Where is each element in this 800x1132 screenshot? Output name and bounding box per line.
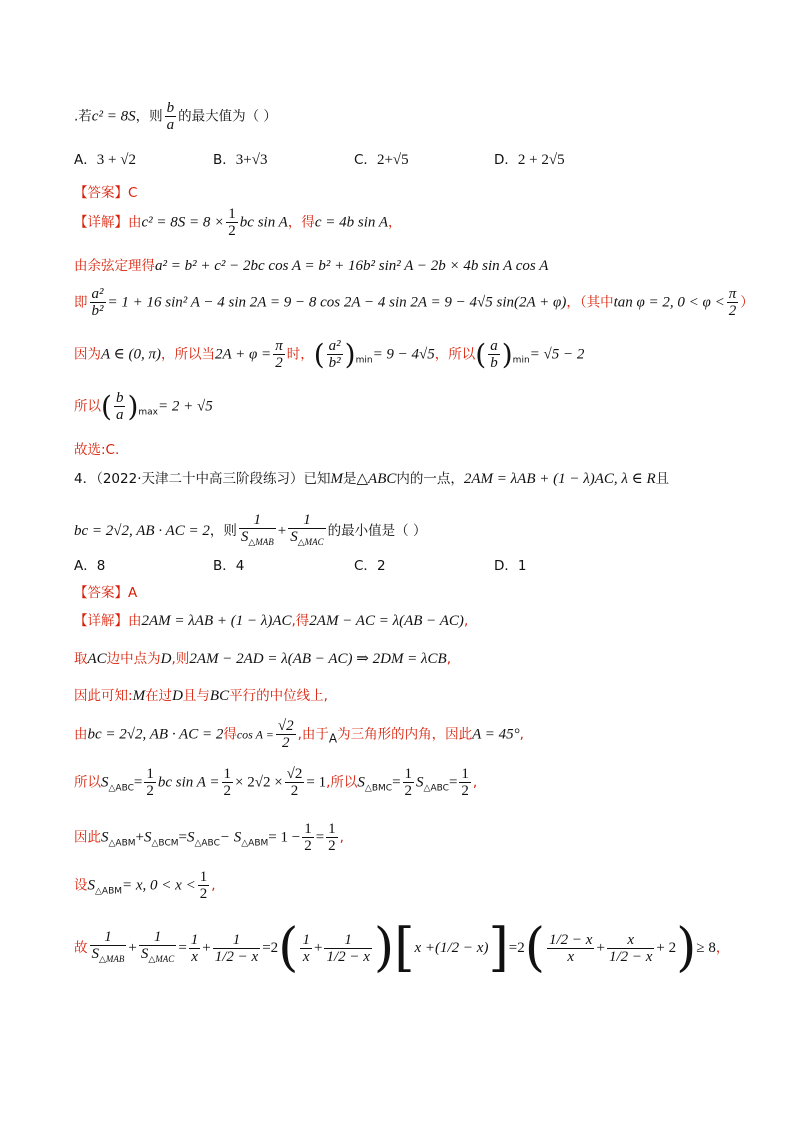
q3-detail-line-2: 由余弦定理得a² = b² + c² − 2bc cos A = b² + 16b² sin² A − 2b × 4b sin A cos A — [74, 258, 549, 274]
q3-detail-line-1: 【详解】由c² = 8S = 8 × $\frac{1}{2}$ bc sin A，得c = 4b sin A， — [74, 206, 402, 239]
q3-detail-line-3: 即 $\frac{\text{a²}}{\text{b²}}$ = 1 + 16 sin² A − 4 sin 2A = 9 − 8 cos 2A − 4 sin 2A = 9 − 4√5 sin(2A + φ)，（其中tan φ = 2, 0 < φ < $\frac{\pi}{2}$ ） — [74, 286, 754, 319]
q4-option-d: D．1 — [494, 558, 527, 574]
q4-detail-line-4: 由bc = 2√2, AB · AC = 2得cos A = $\frac{√2}{2}$ ,由于A为三角形的内角，因此A = 45°, — [74, 718, 524, 751]
q4-detail-line-8: 故 $\frac{1}{S_{\triangle MAB}}$ + $\frac{1}{S_{\triangle MAC}}$ = $\frac{1}{x}$ + $\frac{1}{1/2 - x}$ =2( $\frac{1}{x}$ + $\frac{1}{1/2 - x}$ )[x +(1/2 − x)]=2( $\frac{1/2 - x}{x}$ + $\frac{x}{1/2 - x}$ + 2)≥ 8， — [74, 918, 730, 978]
q4-detail-line-6: 因此$S_{\triangle ABM}+S_{\triangle BCM}=S_{\triangle ABC}- S_{\triangle ABM}= 1$ − $\frac{1}{2}$ = $\frac{1}{2}$ , — [74, 821, 344, 854]
q3-detail-line-5: 所以( $\frac{b}{a}$ )$_{max}= 2 + √5$ — [74, 390, 213, 423]
q3-option-b: B．3+√3 — [213, 152, 268, 168]
q4-detail-line-3: 因此可知:M在过D且与BC平行的中位线上, — [74, 688, 328, 704]
q4-stem-line-1: 4．（2022·天津二十中高三阶段练习）已知M是△ABC内的一点，2AM = λAB + (1 − λ)AC, λ ∈ R且 — [74, 471, 670, 487]
fraction-b-over-a: $\frac{b}{a}$ — [166, 100, 175, 133]
q3-option-c: C．2+√5 — [354, 152, 409, 168]
q4-option-c: C．2 — [354, 558, 386, 574]
q3-answer: 【答案】C — [74, 185, 138, 201]
q3-stem: .若c² = 8S，则 $\frac{b}{a}$ 的最大值为（ ） — [74, 100, 277, 133]
q4-stem-line-2: bc = 2√2, AB · AC = 2，则 $\frac{1}{S_{\triangle MAB}}$ + $\frac{1}{S_{\triangle MAC}}$ 的最小值是（ ） — [74, 512, 427, 547]
q3-detail-line-4: 因为A ∈ (0, π)，所以当2A + φ = $\frac{\pi}{2}$ 时，( $\frac{\text{a²}}{\text{b²}}$ )$_{min}= 9 - 4√5$，所以( $\frac{a}{b}$ )$_{min}= √5 - 2$ — [74, 338, 585, 371]
q3-option-a: A．3 + √2 — [74, 152, 136, 168]
q4-detail-line-2: 取AC边中点为D,则2AM − 2AD = λ(AB − AC) ⇒ 2DM = λCB, — [74, 651, 452, 667]
q3-option-d: D．2 + 2√5 — [494, 152, 565, 168]
q4-option-b: B．4 — [213, 558, 245, 574]
q4-option-a: A．8 — [74, 558, 106, 574]
q3-detail-conclusion: 故选:C. — [74, 442, 120, 458]
q4-detail-line-1: 【详解】由2AM = λAB + (1 − λ)AC,得2AM − AC = λ(AB − AC), — [74, 613, 469, 629]
q4-detail-line-7: 设$S_{\triangle ABM}= x$, 0 < x < $\frac{1}{2}$ , — [74, 869, 216, 902]
q4-answer: 【答案】A — [74, 585, 138, 601]
q4-detail-line-5: 所以$S_{\triangle ABC}=$ $\frac{1}{2}$ bc sin A = $\frac{1}{2}$ × 2√2 × $\frac{√2}{2}$ = 1,所以$S_{\triangle BMC}=$ $\frac{1}{2}$ $S_{\triangle ABC}=$ $\frac{1}{2}$ , — [74, 766, 478, 799]
